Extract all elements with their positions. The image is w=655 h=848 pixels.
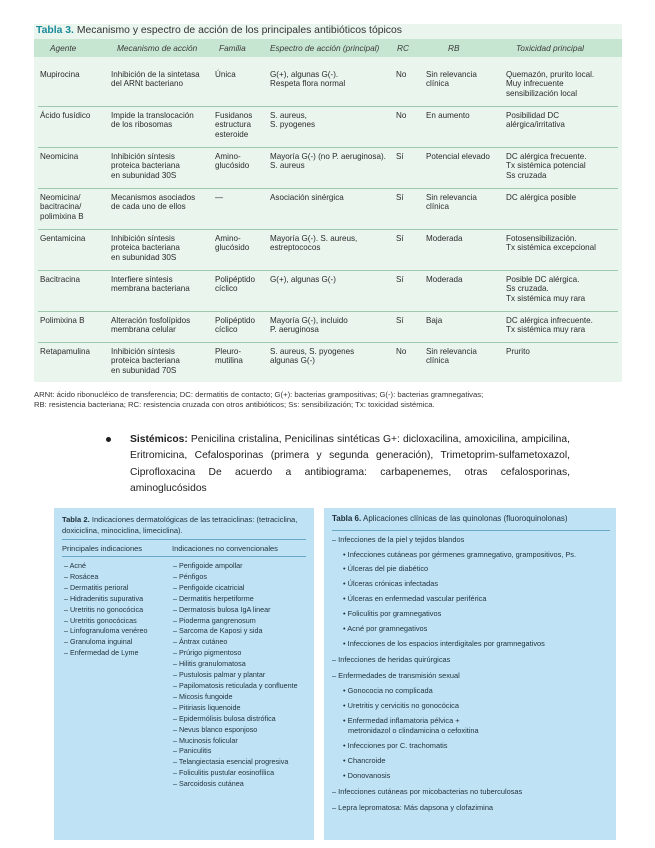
- table-2-label: Tabla 2.: [62, 515, 90, 524]
- list-item: • Foliculitis por gramnegativos: [343, 609, 442, 618]
- table-3-cell-agente: Polimixina B: [40, 316, 85, 325]
- row-divider: [38, 270, 618, 271]
- table-3-cell-familia: Única: [215, 70, 236, 79]
- list-item: • Acné por gramnegativos: [343, 624, 428, 633]
- list-item: – Prúrigo pigmentoso: [173, 648, 242, 658]
- table-3-cell-agente: Bacitracina: [40, 275, 81, 284]
- table-3-footnote: [34, 390, 634, 410]
- table-3-caption: [36, 24, 402, 38]
- table-3-cell-familia: Amino- glucósido: [215, 152, 250, 171]
- table-3-cell-agente: Neomicina/ bacitracina/ polimixina B: [40, 193, 84, 221]
- table-3-cell-rb: En aumento: [426, 111, 470, 120]
- list-item: – Granuloma inguinal: [64, 637, 133, 647]
- list-item: – Dermatitis herpetiforme: [173, 593, 254, 603]
- list-item: – Hilitis granulomatosa: [173, 659, 246, 669]
- list-item: – Pénfigos: [173, 571, 207, 581]
- table-3-cell-rb: Baja: [426, 316, 443, 325]
- table-3-cell-toxicidad: DC alérgica infrecuente. Tx sistémica muy rara: [506, 316, 593, 335]
- table-3-cell-rc: No: [396, 347, 407, 356]
- header-agente: Agente: [50, 43, 77, 53]
- list-item: – Dermatitis perioral: [64, 582, 129, 592]
- table-3-cell-familia: Polipéptido cíclico: [215, 275, 256, 294]
- table-3-cell-mecanismo: Inhibición síntesis proteica bacteriana en subunidad 30S: [111, 152, 180, 180]
- header-toxicidad: Toxicidad principal: [516, 43, 584, 53]
- list-item: – Sarcoidosis cutánea: [173, 779, 244, 789]
- row-divider: [38, 147, 618, 148]
- table-2-col2-header: Indicaciones no convencionales: [172, 544, 278, 553]
- table-3-cell-rc: No: [396, 111, 407, 120]
- list-item: – Dermatosis bulosa IgA linear: [173, 604, 271, 614]
- table-3-cell-rb: Sin relevancia clínica: [426, 347, 477, 366]
- bullet-icon: [106, 437, 111, 442]
- list-item: • Donovanosis: [343, 771, 391, 780]
- list-item: – Sarcoma de Kaposi y sida: [173, 626, 263, 636]
- sistemicos-label: Sistémicos:: [130, 434, 188, 445]
- list-item: • Úlceras del pie diabético: [343, 564, 429, 573]
- table-3-cell-mecanismo: Inhibición síntesis proteica bacteriana en subunidad 30S: [111, 234, 180, 262]
- footnote-line-1: ARNt: ácido ribonucléico de transferencia; DC: dermatitis de contacto; G(+): bacterias grampositivas; G(-): bacterias gramnegativas;: [34, 390, 484, 399]
- table-3-cell-espectro: G(+), algunas G(-). Respeta flora normal: [270, 70, 346, 89]
- table-3-cell-espectro: G(+), algunas G(-): [270, 275, 336, 284]
- table-6-title: [332, 514, 568, 523]
- list-item: – Micosis fungoide: [173, 691, 233, 701]
- divider: [62, 539, 306, 540]
- table-3-cell-mecanismo: Alteración fosfolípidos membrana celular: [111, 316, 191, 335]
- list-item: • Infecciones por C. trachomatis: [343, 741, 448, 750]
- table-3-cell-agente: Gentamicina: [40, 234, 86, 243]
- list-item: – Enfermedades de transmisión sexual: [332, 671, 460, 680]
- table-3-cell-rc: Sí: [396, 275, 404, 284]
- header-espectro: Espectro de acción (principal): [270, 43, 380, 53]
- sistemicos-text: Penicilina cristalina, Penicilinas sintéticas G+: dicloxacilina, amoxicilina, ampicilina, Eritromicina, Cefalosporinas (primera y segunda generación), Trimetoprim-sulfametoxazol, Ciprofloxacina De acuerdo a antibiograma: carbapenemes, otras cefalosporinas, aminoglucósidos: [130, 434, 570, 495]
- list-item: – Rosácea: [64, 571, 99, 581]
- table-3-cell-toxicidad: Prurito: [506, 347, 530, 356]
- table-3-cell-rb: Moderada: [426, 234, 463, 243]
- table-6-label: Tabla 6.: [332, 514, 362, 523]
- header-mecanismo: Mecanismo de acción: [117, 43, 198, 53]
- table-3-cell-toxicidad: DC alérgica frecuente. Tx sistémica potencial Ss cruzada: [506, 152, 587, 180]
- list-item: – Epidermólisis bulosa distrófica: [173, 713, 276, 723]
- list-item: • Infecciones de los espacios interdigitales por gramnegativos: [343, 639, 545, 648]
- table-3-cell-rc: Sí: [396, 316, 404, 325]
- list-item: – Uretritis gonocócicas: [64, 615, 137, 625]
- table-3-title: Mecanismo y espectro de acción de los principales antibióticos tópicos: [76, 25, 402, 36]
- list-item: – Enfermedad de Lyme: [64, 648, 139, 658]
- footnote-line-2: RB: resistencia bacteriana; RC: resistencia cruzada con otros antibióticos; Ss: sensibilización; Tx: toxicidad sistémica.: [34, 400, 435, 410]
- table-3-cell-familia: Polipéptido cíclico: [215, 316, 256, 335]
- header-rb: RB: [448, 43, 460, 53]
- header-rc: RC: [397, 43, 409, 53]
- table-3-cell-mecanismo: Inhibición de la sintetasa del ARNt bacteriano: [111, 70, 200, 89]
- row-divider: [38, 311, 618, 312]
- list-item: – Infecciones de heridas quirúrgicas: [332, 655, 451, 664]
- table-3-cell-mecanismo: Mecanismos asociados de cada uno de ellos: [111, 193, 196, 212]
- list-item: – Hidradenitis supurativa: [64, 593, 144, 603]
- table-3-cell-rb: Moderada: [426, 275, 463, 284]
- table-3-cell-rc: Sí: [396, 152, 404, 161]
- table-2: [54, 508, 314, 840]
- table-3-cell-rb: Potencial elevado: [426, 152, 490, 161]
- table-3-cell-mecanismo: Inhibición síntesis proteica bacteriana en subunidad 70S: [111, 347, 180, 375]
- table-3-cell-espectro: Mayoría G(-). S. aureus, estreptococos: [270, 234, 358, 253]
- table-3-cell-espectro: Mayoría G(-), incluido P. aeruginosa: [270, 316, 348, 335]
- list-item: – Infecciones cutáneas por micobacterias no tuberculosas: [332, 787, 523, 796]
- table-3-cell-toxicidad: Posible DC alérgica. Ss cruzada. Tx sistémica muy rara: [506, 275, 586, 303]
- table-6: [324, 508, 616, 840]
- table-6-title-text: Aplicaciones clínicas de las quinolonas (fluoroquinolonas): [362, 514, 568, 523]
- list-item: – Papilomatosis reticulada y confluente: [173, 680, 298, 690]
- list-item: – Acné: [64, 561, 86, 570]
- table-3-cell-toxicidad: Fotosensibilización. Tx sistémica excepcional: [506, 234, 596, 253]
- table-3-cell-espectro: S. aureus, S. pyogenes algunas G(-): [270, 347, 355, 366]
- list-item: • Enfermedad inflamatoria pélvica +: [343, 716, 460, 725]
- divider: [332, 530, 610, 531]
- table-3-cell-agente: Mupirocina: [40, 70, 80, 79]
- row-divider: [38, 188, 618, 189]
- row-divider: [38, 229, 618, 230]
- list-item: • Úlceras crónicas infectadas: [343, 579, 439, 588]
- list-item: – Nevus blanco esponjoso: [173, 724, 258, 734]
- list-item: – Pustulosis palmar y plantar: [173, 670, 266, 680]
- table-3-cell-espectro: S. aureus, S. pyogenes: [270, 111, 315, 130]
- table-3-cell-toxicidad: Posibilidad DC alérgica/irritativa: [506, 111, 565, 130]
- table-2-col1-header: Principales indicaciones: [62, 544, 143, 553]
- list-item: – Penfigoide cicatricial: [173, 582, 245, 592]
- table-3-cell-espectro: Asociación sinérgica: [270, 193, 344, 202]
- sistemicos-paragraph: [130, 432, 570, 498]
- list-item: – Lepra lepromatosa: Más dapsona y clofazimina: [332, 803, 494, 812]
- table-2-col2-list: [173, 561, 298, 790]
- header-familia: Familia: [219, 43, 246, 53]
- list-item: metronidazol o clindamicina o cefoxitina: [348, 726, 479, 735]
- table-3-cell-toxicidad: Quemazón, prurito local. Muy infrecuente sensibilización local: [506, 70, 595, 98]
- list-item: – Ántrax cutáneo: [173, 637, 228, 647]
- table-3-label: Tabla 3.: [36, 25, 74, 36]
- list-item: – Infecciones de la piel y tejidos blandos: [332, 535, 465, 544]
- list-item: • Gonococia no complicada: [343, 686, 433, 695]
- list-item: – Telangiectasia esencial progresiva: [173, 757, 289, 767]
- table-3: [34, 24, 622, 382]
- table-3-cell-rb: Sin relevancia clínica: [426, 193, 477, 212]
- table-3-cell-familia: Fusidanos estructura esteroide: [215, 111, 253, 139]
- list-item: – Paniculitis: [173, 746, 212, 756]
- table-3-cell-agente: Neomicina: [40, 152, 79, 161]
- table-2-col1-list: [64, 561, 148, 659]
- table-3-cell-espectro: Mayoría G(-) (no P. aeruginosa). S. aureus: [270, 152, 386, 171]
- table-3-cell-familia: —: [215, 193, 224, 202]
- divider: [62, 556, 306, 557]
- table-3-cell-mecanismo: Interfiere síntesis membrana bacteriana: [111, 275, 190, 294]
- table-3-cell-familia: Amino- glucósido: [215, 234, 250, 253]
- row-divider: [38, 106, 618, 107]
- table-2-title-text: Indicaciones dermatológicas de las tetraciclinas: (tetraciclina, doxiciclina, minociclina, limeciclina).: [62, 515, 298, 535]
- list-item: • Chancroide: [343, 756, 386, 765]
- list-item: – Foliculitis pustular eosinofílica: [173, 768, 275, 778]
- row-divider: [38, 342, 618, 343]
- table-3-cell-rc: No: [396, 70, 407, 79]
- list-item: – Penfigoide ampollar: [173, 561, 243, 570]
- list-item: – Uretritis no gonocócica: [64, 604, 144, 614]
- list-item: – Pioderma gangrenosum: [173, 615, 256, 625]
- table-3-cell-rc: Sí: [396, 193, 404, 202]
- table-3-cell-toxicidad: DC alérgica posible: [506, 193, 577, 202]
- table-3-cell-agente: Retapamulina: [40, 347, 90, 356]
- table-3-cell-rc: Sí: [396, 234, 404, 243]
- list-item: • Úlceras en enfermedad vascular periférica: [343, 594, 487, 603]
- list-item: – Pitiriasis liquenoide: [173, 702, 241, 712]
- list-item: • Infecciones cutáneas por gérmenes gramnegativo, grampositivos, Ps.: [343, 550, 577, 559]
- table-3-cell-mecanismo: Impide la translocación de los ribosomas: [111, 111, 194, 130]
- list-item: – Mucinosis folicular: [173, 735, 238, 745]
- table-3-cell-familia: Pleuro- mutilina: [215, 347, 243, 366]
- list-item: – Linfogranuloma venéreo: [64, 626, 148, 636]
- table-3-cell-agente: Ácido fusídico: [40, 111, 91, 120]
- table-2-title: [62, 514, 310, 536]
- table-3-cell-rb: Sin relevancia clínica: [426, 70, 477, 89]
- list-item: • Uretritis y cervicitis no gonocócica: [343, 701, 459, 710]
